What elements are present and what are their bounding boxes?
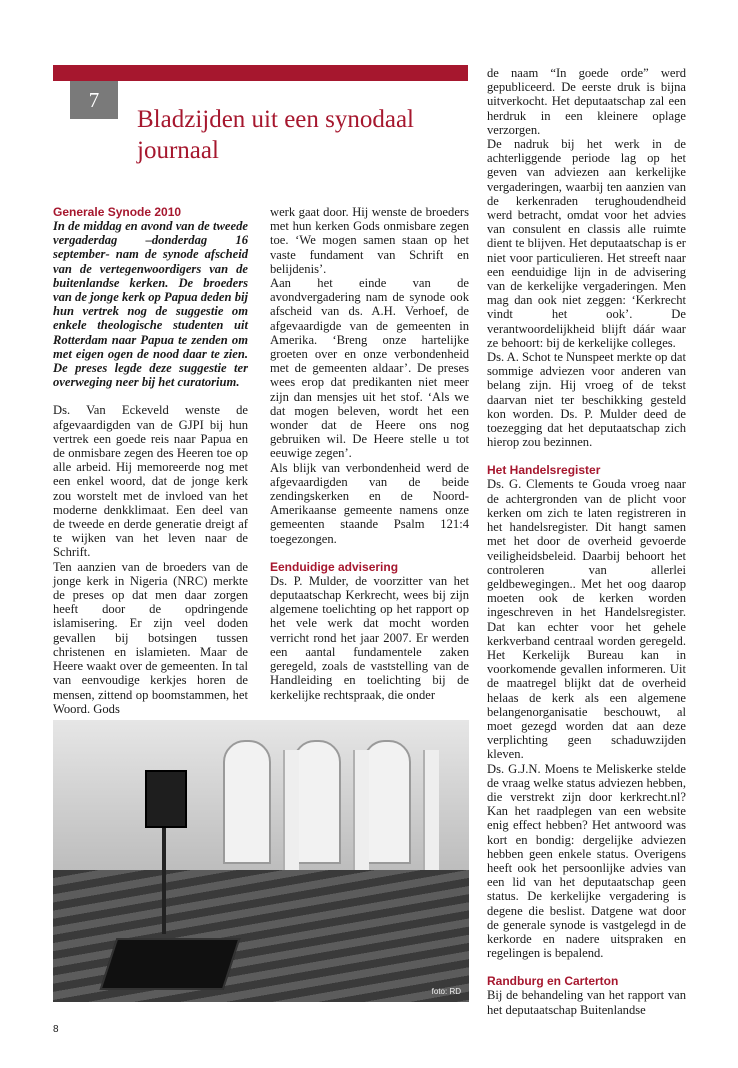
chapter-number: 7 <box>70 81 118 119</box>
page-number: 8 <box>53 1024 59 1035</box>
body-paragraph: Aan het einde van de avondvergadering nam de synode ook afscheid van ds. A.H. Verhoef, de afgevaardigde van de gemeenten in Amerika. ‘Breng onze hartelijke groeten over en onze verbondenheid met de gemeenten aldaar’. De preses wees erop dat predikanten niet meer zijn dan mensjes uit het stof. ‘Als we dat mogen beleven, wordt het een wonder dat de Heere ons nog gebruiken wil. De Heere stelle u tot eeuwige zegen’. <box>270 276 469 461</box>
section-heading-generale-synode: Generale Synode 2010 <box>53 205 182 219</box>
body-paragraph: Ten aanzien van de broeders van de jonge kerk in Nigeria (NRC) merkte de preses op dat men daar zorgen heeft door de opdringende islamisering. Er zijn veel doden gevallen bij botsingen tussen christenen en islamieten. Maar de Heere waakt over de gemeenten. In tal van eenvoudige kerkjes horen de mensen, zittend op boomstammen, het Woord. Gods <box>53 559 248 716</box>
mixing-desk <box>100 938 241 990</box>
synod-photo <box>53 720 469 1002</box>
middle-column <box>270 205 469 705</box>
section-heading-handelsregister: Het Handelsregister <box>487 463 601 478</box>
body-paragraph: Als blijk van verbondenheid werd de afgevaardigden van de beide zendingskerken en de Noord-Amerikaanse gemeente namens onze gemeenten staande Psalm 121:4 toegezongen. <box>270 460 469 546</box>
photo-credit: foto: RD <box>431 987 461 996</box>
title-line-1: Bladzijden uit een synodaal <box>137 106 415 133</box>
body-paragraph: Ds. Van Eckeveld wenste de afgevaardigden van de GJPI bij hun vertrek een goede reis naar Papua en de onmisbare zegen des Heeren toe op alle arbeid. Hij memoreerde nog met een enkel woord, dat de jonge kerk zou worstelt met de invloed van het moderne denkklimaat. Een deel van de tweede en derde generatie dreigt af te wijken van het leven naar de Schrift. <box>53 403 248 560</box>
body-paragraph: Ds. G. Clements te Gouda vroeg naar de achtergronden van de plicht voor kerken om zich te laten registreren in het handelsregister. Dit hangt samen met het door de overheid gevoerde veiligheidsbeleid. Daarbij behoort het controleren van allerlei geldbewegingen.. Met het oog daarop moeten ook de kerken worden ingeschreven in het Handelsregister. Dat kan echter voor het gehele kerkverband centraal worden geregeld. Het Kerkelijk Bureau kan in voorkomende gevallen informeren. Uit de maatregel blijkt dat de overheid helaas de kerk als een algemene belangenorganisatie beschouwt, al moet gezegd worden dat aan deze verplichting geen schaduwzijden kleven. <box>487 477 686 762</box>
body-paragraph: Ds. G.J.N. Moens te Meliskerke stelde de vraag welke status adviezen hebben, die verstrekt zijn door kerkrecht.nl? Kan het raadplegen van een website enig effect hebben? Het antwoord was kort en bondig: dergelijke adviezen hebben geen enkele status. Overigens heeft ook het persoonlijke advies van een lid van het deputaatschap geen status. De kerkelijke vergadering is degene die beslist. Datgene wat door de generale synode is vastgelegd in de kerkorde en nadere uitspraken en regelingen is bepalend. <box>487 761 686 961</box>
lead-paragraph: In de middag en avond van de tweede vergaderdag –donderdag 16 september- nam de synode afscheid van de vertegenwoordigers van de buitenlandse kerken. De broeders van de jonge kerk op Papua deden bij hun vertrek nog de suggestie om enkele theologische studenten uit Rotterdam naar Papua te zenden om met eigen ogen de nood daar te zien. De preses legde deze suggestie ter overweging neer bij het curatorium. <box>53 219 248 390</box>
window-arch <box>293 740 341 864</box>
right-column <box>487 66 686 1016</box>
speaker-stand <box>162 824 166 934</box>
page-title <box>137 104 457 166</box>
speaker-icon <box>145 770 187 828</box>
section-heading-randburg-carterton: Randburg en Carterton <box>487 974 619 989</box>
section-heading-eenduidige-advisering: Eenduidige advisering <box>270 559 399 574</box>
body-paragraph: de naam “In goede orde” werd gepubliceerd. De eerste druk is bijna uitverkocht. Het deputaatschap zal een herdruk in een kleinere oplage verzorgen. <box>487 66 686 137</box>
header-bar <box>53 65 468 81</box>
body-paragraph: Ds. A. Schot te Nunspeet merkte op dat sommige adviezen voor anderen van belang zijn. Hij vroeg of de tekst daarvan niet ter beschikking gesteld kon worden. Ds. P. Mulder deed de toezegging dat het deputaatschap zich hierop zou bezinnen. <box>487 350 687 450</box>
window-arch <box>363 740 411 864</box>
body-paragraph: Bij de behandeling van het rapport van het deputaatschap Buitenlandse <box>487 988 686 1017</box>
left-column <box>53 205 248 716</box>
body-paragraph: Ds. P. Mulder, de voorzitter van het deputaatschap Kerkrecht, wees bij zijn algemene toelichting op het rapport op het vele werk dat mocht worden verricht rond het jaar 2007. Er werden een aantal fundamentele zaken geregeld, zoals de vaststelling van de Handleiding en toelichting bij de kerkelijke rechtspraak, die onder <box>270 573 469 702</box>
body-paragraph: werk gaat door. Hij wenste de broeders met hun kerken Gods onmisbare zegen toe. ‘We mogen samen staan op het vaste fundament van Schrift en belijdenis’. <box>270 205 469 276</box>
title-line-2: journaal <box>137 137 219 164</box>
window-arch <box>223 740 271 864</box>
body-paragraph: De nadruk bij het werk in de achterliggende periode lag op het geven van adviezen aan kerkelijke vergaderingen, waarbij ten aanzien van de kerkenraden terughoudendheid werd betracht, omdat voor het advies van consulent en classis alle ruimte dient te blijven. Het deputaatschap is er niet voor particulieren. Het streeft naar een eenduidige lijn in de advisering van de kerkelijke vergaderingen. Men mag dan ook niet zeggen: ‘Kerkrecht vindt het ook’. De verantwoordelijkheid blijft dáár waar ze behoort: bij de kerkelijke colleges. <box>487 137 686 350</box>
